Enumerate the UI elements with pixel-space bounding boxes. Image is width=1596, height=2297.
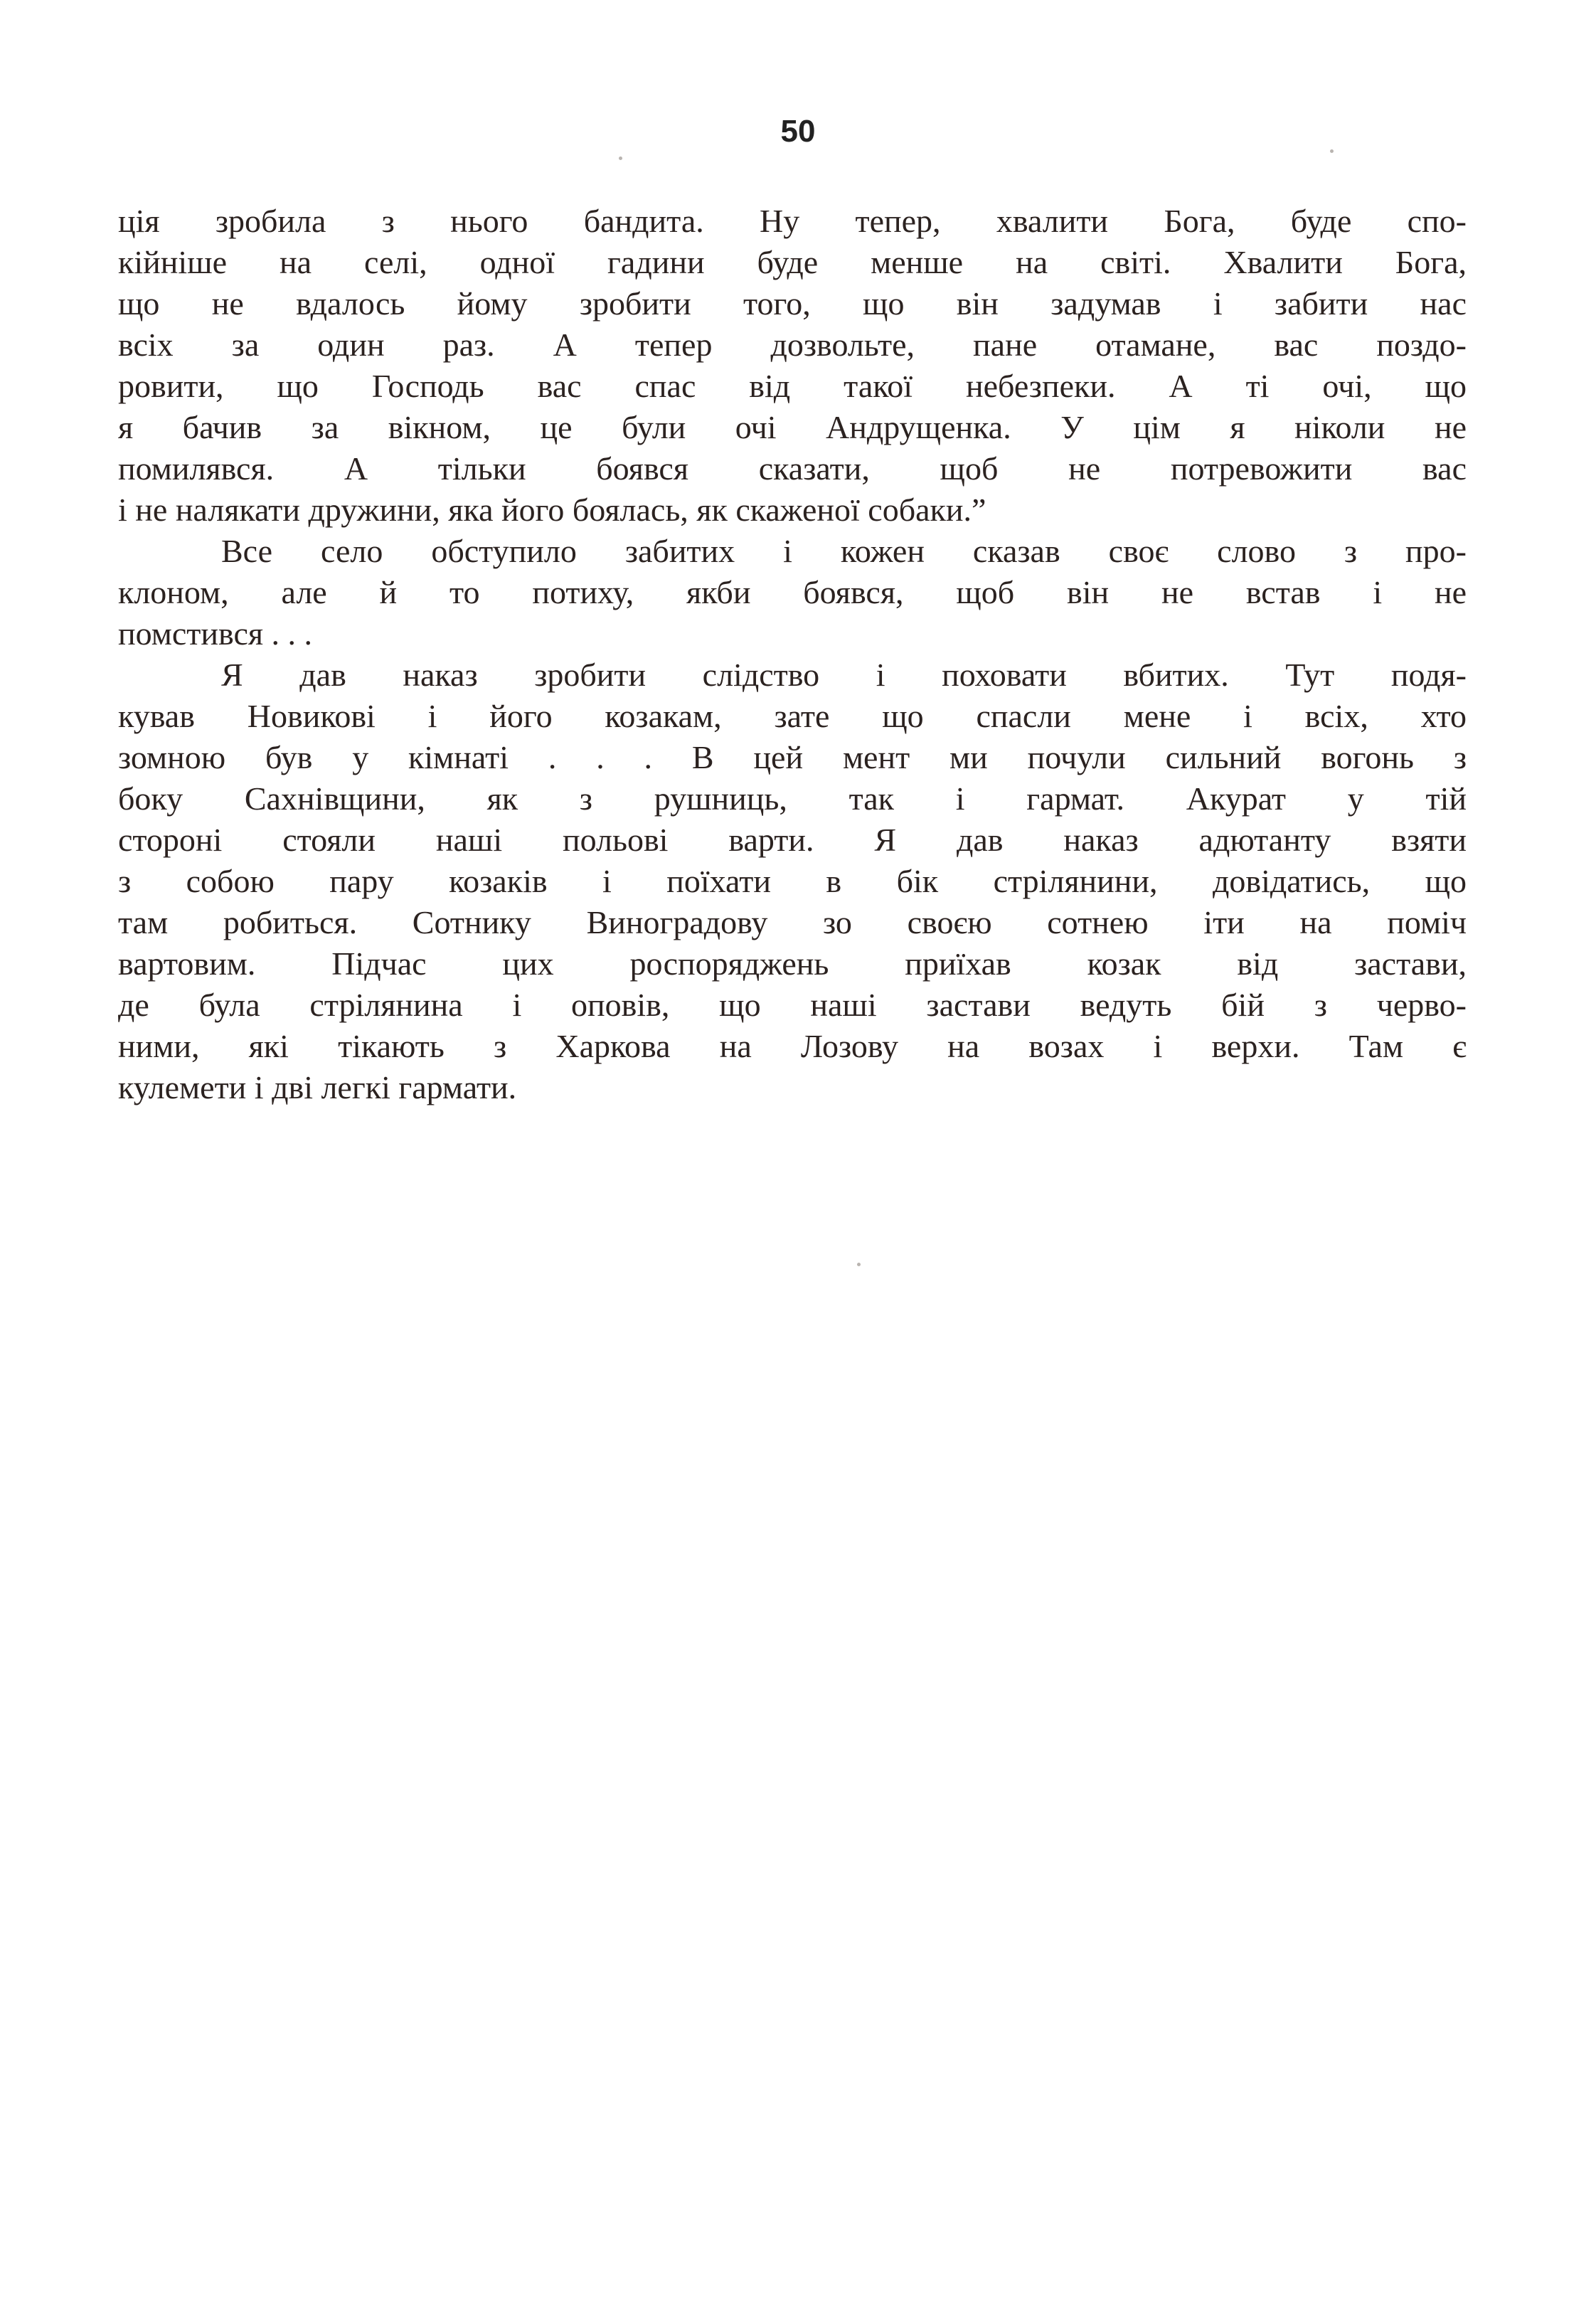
text-line: вартовим. Підчас цих роспоряджень приїхав козак від застави, — [118, 945, 1467, 982]
text-line: помстився . . . — [118, 615, 313, 652]
paragraph — [118, 531, 1467, 654]
text-line: і не налякати дружини, яка його боялась, як скаженої собаки.” — [118, 492, 986, 528]
text-line: ровити, що Господь вас спас від такої небезпеки. А ті очі, що — [118, 368, 1467, 404]
paragraph — [118, 654, 1467, 1108]
text-line: ними, які тікають з Харкова на Лозову на возах і верхи. Там є — [118, 1028, 1467, 1064]
text-line: ція зробила з нього бандита. Ну тепер, хвалити Бога, буде спо- — [118, 203, 1467, 239]
text-line: всіх за один раз. А тепер дозвольте, пане отамане, вас поздо- — [118, 327, 1467, 363]
page-number: 50 — [780, 114, 816, 149]
body-text — [118, 201, 1467, 1108]
text-line: з собою пару козаків і поїхати в бік стрілянини, довідатись, що — [118, 863, 1467, 899]
text-line: кійніше на селі, одної гадини буде менше на світі. Хвалити Бога, — [118, 244, 1467, 280]
text-line: Я дав наказ зробити слідство і поховати вбитих. Тут подя- — [221, 657, 1467, 693]
text-line: кував Новикові і його козакам, зате що спасли мене і всіх, хто — [118, 698, 1467, 734]
text-line: стороні стояли наші польові варти. Я дав наказ адютанту взяти — [118, 822, 1467, 858]
text-line: помилявся. А тільки боявся сказати, щоб не потревожити вас — [118, 450, 1467, 487]
scan-speck — [619, 157, 622, 160]
text-line: зомною був у кімнаті . . . В цей мент ми почули сильний вогонь з — [118, 739, 1467, 775]
text-line: кулемети і дві легкі гармати. — [118, 1069, 517, 1105]
text-line: що не вдалось йому зробити того, що він задумав і забити нас — [118, 285, 1467, 322]
text-line: там робиться. Сотнику Виноградову зо своєю сотнею іти на поміч — [118, 904, 1467, 940]
text-line: Все село обступило забитих і кожен сказав своє слово з про- — [221, 533, 1467, 569]
scan-speck — [857, 1263, 861, 1266]
paragraph — [118, 201, 1467, 531]
text-line: боку Сахнівщини, як з рушниць, так і гармат. Акурат у тій — [118, 780, 1467, 817]
text-line: я бачив за вікном, це були очі Андрущенка. У цім я ніколи не — [118, 409, 1467, 445]
text-line: клоном, але й то потиху, якби боявся, щоб він не встав і не — [118, 574, 1467, 610]
scan-speck — [1330, 149, 1334, 153]
text-line: де була стрілянина і оповів, що наші застави ведуть бій з черво- — [118, 987, 1467, 1023]
